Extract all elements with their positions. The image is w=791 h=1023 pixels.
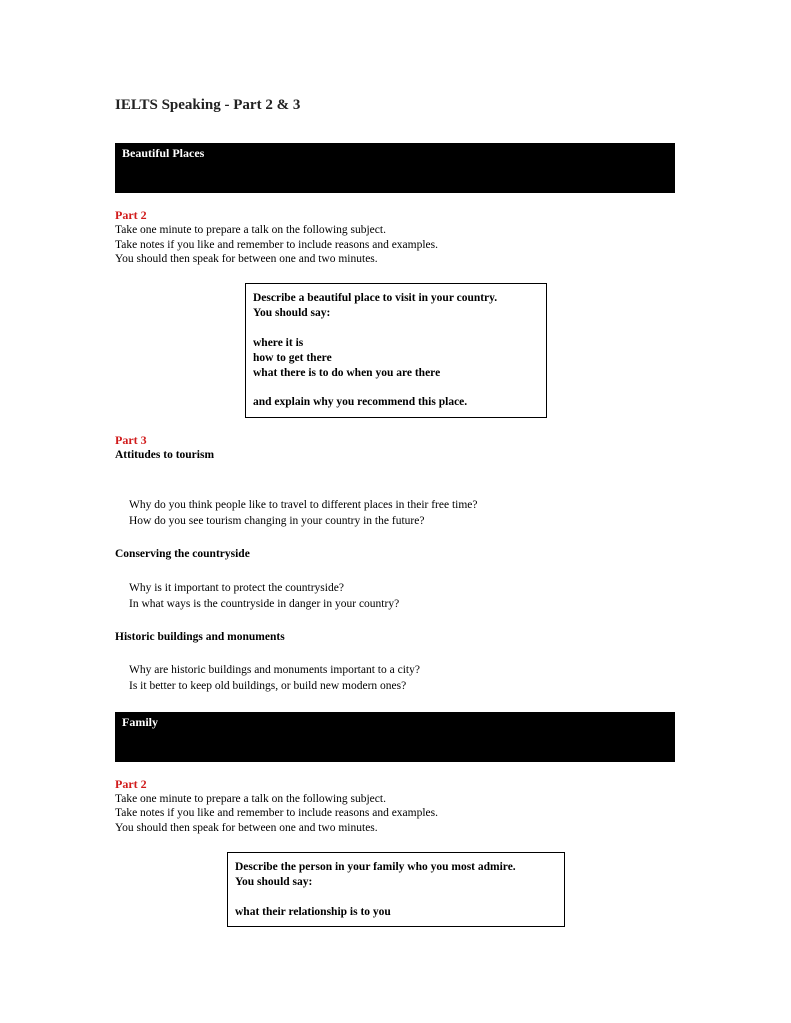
cue-card-line: You should say: <box>253 307 331 319</box>
part-2-label: Part 2 <box>115 208 147 222</box>
section-banner-beautiful-places <box>115 143 675 193</box>
cue-card-line: Describe a beautiful place to visit in your country. <box>253 292 498 304</box>
cue-card-line: Describe the person in your family who you most admire. <box>235 861 516 873</box>
page-title: IELTS Speaking - Part 2 & 3 <box>115 97 301 113</box>
question-line: Why is it important to protect the countryside? <box>129 582 344 594</box>
part-2-label: Part 2 <box>115 777 147 791</box>
cue-card <box>227 852 565 927</box>
instruction-line: Take notes if you like and remember to include reasons and examples. <box>115 239 439 251</box>
topic-heading: Historic buildings and monuments <box>115 631 285 643</box>
question-line: How do you see tourism changing in your country in the future? <box>129 515 425 527</box>
question-line: Is it better to keep old buildings, or build new modern ones? <box>129 680 407 692</box>
part-3-label: Part 3 <box>115 433 147 447</box>
cue-card-line: You should say: <box>235 876 313 888</box>
question-line: Why do you think people like to travel to different places in their free time? <box>129 499 478 511</box>
topic-heading: Conserving the countryside <box>115 548 250 560</box>
instruction-line: Take one minute to prepare a talk on the following subject. <box>115 793 386 805</box>
section-banner-family <box>115 712 675 762</box>
section-banner-title: Family <box>122 715 158 729</box>
instruction-line: You should then speak for between one and two minutes. <box>115 822 378 834</box>
cue-card-line: what there is to do when you are there <box>253 367 441 379</box>
cue-card-line: what their relationship is to you <box>235 906 391 918</box>
cue-card-line: and explain why you recommend this place. <box>253 396 468 408</box>
section-banner-title: Beautiful Places <box>122 146 205 160</box>
cue-card-line: how to get there <box>253 352 332 364</box>
question-line: Why are historic buildings and monuments important to a city? <box>129 664 420 676</box>
instruction-line: You should then speak for between one and two minutes. <box>115 253 378 265</box>
instruction-line: Take one minute to prepare a talk on the following subject. <box>115 224 386 236</box>
cue-card <box>245 283 547 418</box>
cue-card-line: where it is <box>253 337 304 349</box>
question-line: In what ways is the countryside in danger in your country? <box>129 598 400 610</box>
topic-heading: Attitudes to tourism <box>115 449 215 461</box>
instruction-line: Take notes if you like and remember to include reasons and examples. <box>115 807 439 819</box>
